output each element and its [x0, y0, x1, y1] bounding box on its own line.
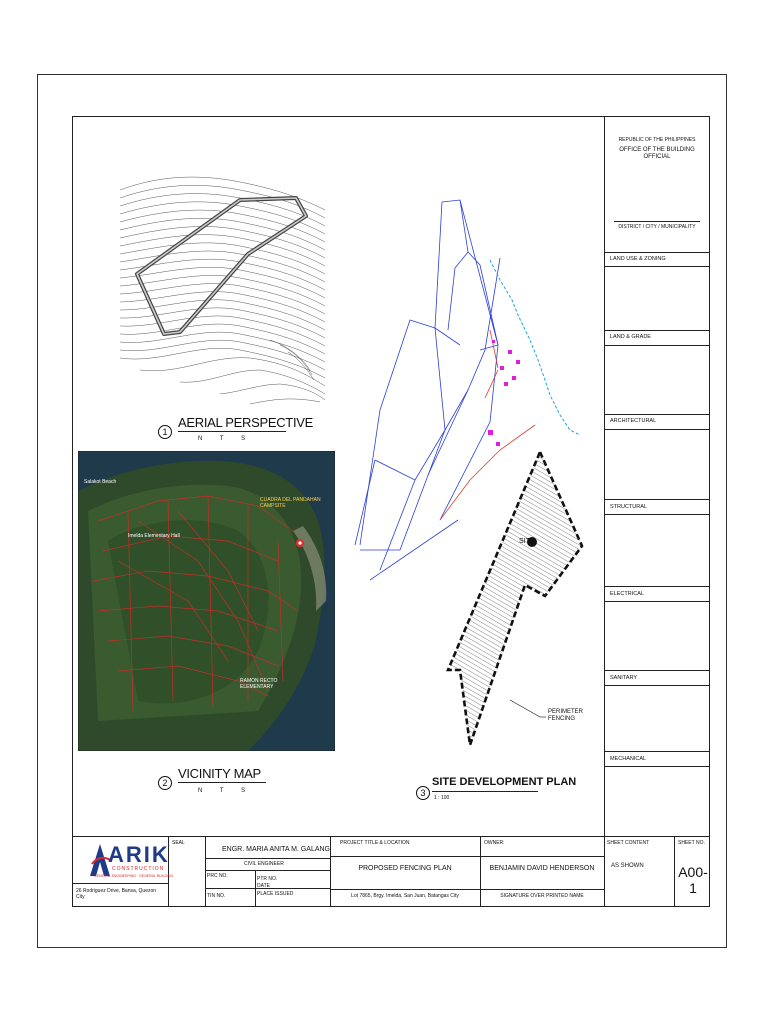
- ptr-label: PTR NO.: [257, 876, 278, 882]
- tb-divider: [604, 836, 605, 907]
- engineer-underline: [205, 858, 330, 859]
- district-underline: [614, 221, 700, 222]
- project-label: PROJECT TITLE & LOCATION: [340, 840, 410, 846]
- prc-label: PRC NO.: [207, 873, 228, 879]
- republic-label: REPUBLIC OF THE PHILIPPINES: [618, 137, 696, 143]
- vicinity-map-image: [78, 451, 335, 751]
- tin-label: TIN NO.: [207, 893, 226, 899]
- panel-line: [604, 345, 710, 346]
- map-label-beach: Salakot Beach: [84, 479, 117, 485]
- engineer-line: [205, 870, 330, 871]
- owner-label: OWNER:: [484, 840, 505, 846]
- map-label-hall: Imelda Elementary Hall: [128, 533, 180, 539]
- panel-electrical: ELECTRICAL: [610, 591, 644, 597]
- sheet-no-label: SHEET NO.: [678, 840, 705, 846]
- vicinity-number: 2: [158, 776, 172, 790]
- site-label: SITE: [519, 538, 535, 545]
- vicinity-title: VICINITY MAP: [178, 766, 261, 781]
- company-name: ARIK: [108, 842, 170, 867]
- panel-line: [604, 252, 710, 253]
- site-plan-title-underline: [432, 791, 538, 792]
- panel-line: [604, 766, 710, 767]
- aerial-scale: N T S: [198, 436, 254, 442]
- panel-line: [604, 330, 710, 331]
- date-label: DATE: [257, 883, 270, 889]
- district-label: DISTRICT / CITY / MUNICIPALITY: [618, 224, 696, 230]
- panel-structural: STRUCTURAL: [610, 504, 647, 510]
- company-address: 26 Rodriguez Drive, Bansa, Quezon City: [76, 888, 157, 900]
- panel-line: [604, 429, 710, 430]
- site-plan-title: SITE DEVELOPMENT PLAN: [432, 776, 577, 788]
- vicinity-title-underline: [178, 782, 266, 783]
- panel-land-grade: LAND & GRADE: [610, 334, 651, 340]
- engineer-role: CIVIL ENGINEER: [244, 861, 284, 867]
- sheet-content-value: AS SHOWN: [611, 863, 644, 869]
- tb-divider: [674, 836, 675, 907]
- owner-line: [480, 889, 604, 890]
- side-panel-divider: [604, 116, 605, 836]
- engineer-name: ENGR. MARIA ANITA M. GALANG: [222, 846, 331, 853]
- engineer-line: [205, 888, 330, 889]
- seal-label: SEAL: [172, 840, 185, 846]
- panel-line: [604, 414, 710, 415]
- map-label-school: RAMON RECTO ELEMENTARY: [240, 678, 278, 690]
- panel-line: [604, 751, 710, 752]
- project-location: Lot 7865, Brgy. Imelda, San Juan, Batangas City: [351, 893, 459, 899]
- map-label-campsite: CUADRA DEL PANDAHAN CAMPSITE: [260, 497, 321, 509]
- company-sub: CONSTRUCTION: [112, 866, 165, 872]
- owner-line: [480, 856, 604, 857]
- sheet-content-label: SHEET CONTENT: [607, 840, 650, 846]
- office-label: OFFICE OF THE BUILDING OFFICIAL: [619, 147, 695, 160]
- site-development-plan-drawing: [340, 190, 602, 750]
- panel-line: [604, 601, 710, 602]
- panel-line: [604, 499, 710, 500]
- panel-line: [604, 670, 710, 671]
- aerial-number: 1: [158, 425, 172, 439]
- project-line: [330, 856, 480, 857]
- panel-architectural: ARCHITECTURAL: [610, 418, 657, 424]
- site-plan-number: 3: [416, 786, 430, 800]
- panel-mechanical: MECHANICAL: [610, 756, 647, 762]
- aerial-title-underline: [178, 431, 286, 432]
- panel-land-use: LAND USE & ZONING: [610, 256, 666, 262]
- project-line: [330, 889, 480, 890]
- place-issued-label: PLACE ISSUED: [257, 891, 294, 897]
- panel-line: [604, 685, 710, 686]
- sheet-number: A00-1: [678, 864, 708, 896]
- panel-line: [604, 266, 710, 267]
- vicinity-scale: N T S: [198, 788, 254, 794]
- aerial-title: AERIAL PERSPECTIVE: [178, 415, 313, 430]
- project-title: PROPOSED FENCING PLAN: [358, 865, 452, 872]
- site-plan-scale: 1 : 100: [434, 795, 450, 801]
- company-tag: GENERAL ENGINEERING · GENERAL BUILDING: [94, 874, 174, 878]
- logo-underline: [72, 883, 168, 884]
- aerial-perspective-drawing: [120, 170, 330, 410]
- owner-name: BENJAMIN DAVID HENDERSON: [489, 865, 595, 872]
- panel-line: [604, 514, 710, 515]
- perimeter-fencing-label: PERIMETER FENCING: [548, 709, 584, 722]
- panel-line: [604, 586, 710, 587]
- owner-signature-label: SIGNATURE OVER PRINTED NAME: [500, 893, 584, 899]
- tb-divider: [205, 836, 206, 907]
- panel-sanitary: SANITARY: [610, 675, 637, 681]
